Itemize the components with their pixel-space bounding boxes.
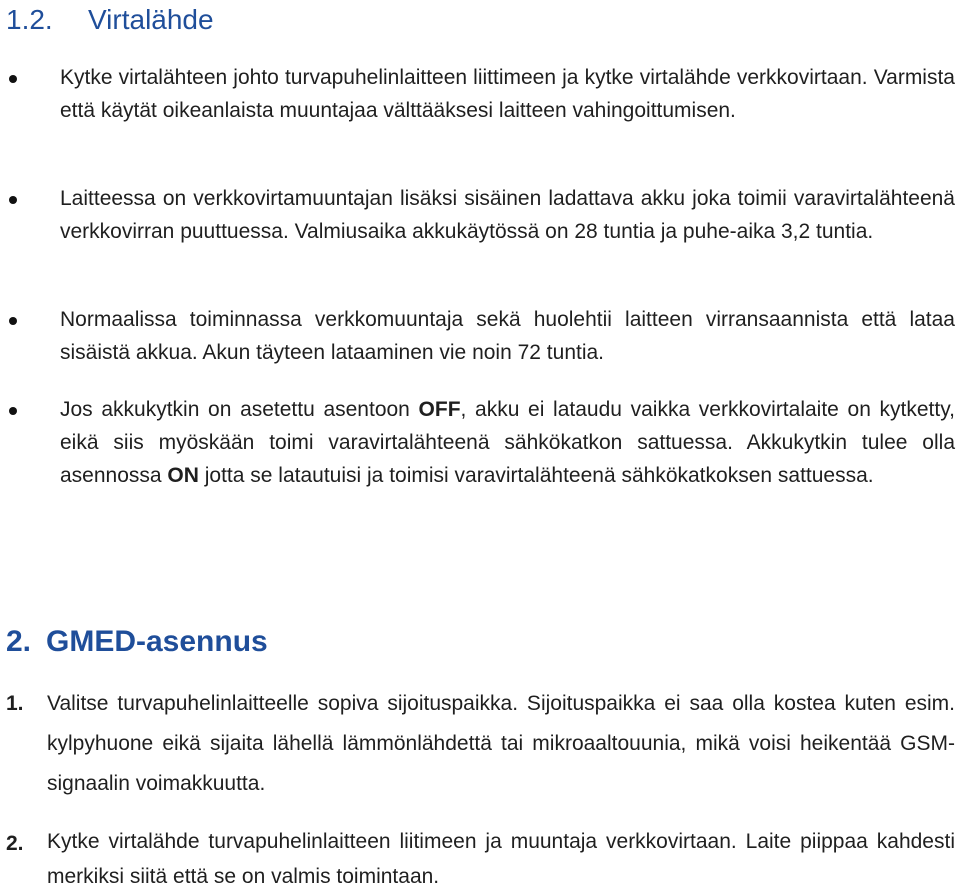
step-text: Kytke virtalähde turvapuhelinlaitteen liitimeen ja muuntaja verkkovirtaan. Laite piippaa kahdesti merkiksi siitä että se on valmis toimintaan. bbox=[47, 830, 955, 888]
bullet-dot-icon bbox=[9, 317, 17, 325]
section-1-2-number: 1.2. bbox=[6, 4, 53, 35]
bullet-dot-icon bbox=[9, 75, 17, 83]
section-1-2-heading bbox=[6, 0, 214, 40]
bullet-text: Laitteessa on verkkovirtamuuntajan lisäksi sisäinen ladattava akku joka toimii varavirtalähteenä verkkovirran puuttuessa. Valmiusaika akkukäytössä on 28 tuntia ja puhe-aika 3,2 tuntia. bbox=[60, 187, 955, 243]
bullet-text-battery-switch bbox=[60, 393, 955, 492]
bullet-dot-icon bbox=[9, 407, 17, 415]
on-label: ON bbox=[167, 464, 199, 487]
step-text: Valitse turvapuhelinlaitteelle sopiva sijoituspaikka. Sijoituspaikka ei saa olla kostea kuten esim. kylpyhuone eikä sijaita lähellä lämmönlähdettä tai mikroaaltouunia, mikä voisi heikentää GSM-signaalin voimakkuutta. bbox=[47, 692, 955, 795]
off-label: OFF bbox=[418, 398, 461, 421]
section-2-title: GMED-asennus bbox=[46, 625, 268, 658]
section-1-2-title: Virtalähde bbox=[88, 4, 214, 35]
bullet-text-part: Jos akkukytkin on asetettu asentoon bbox=[60, 398, 419, 421]
section-2-number: 2. bbox=[6, 625, 32, 658]
step-number: 2. bbox=[6, 832, 24, 855]
bullet-text: Normaalissa toiminnassa verkkomuuntaja sekä huolehtii laitteen virransaannista että lataa sisäistä akkua. Akun täyteen lataaminen vie noin 72 tuntia. bbox=[60, 308, 955, 364]
bullet-text: Kytke virtalähteen johto turvapuhelinlaitteen liittimeen ja kytke virtalähde verkkovirtaan. Varmista että käytät oikeanlaista muuntajaa välttääksesi laitteen vahingoittumisen. bbox=[60, 66, 955, 122]
step-number: 1. bbox=[6, 692, 24, 715]
bullet-text-part: jotta se latautuisi ja toimisi varavirtalähteenä sähkökatkoksen sattuessa. bbox=[198, 464, 874, 487]
bullet-text-part: , akku ei lataudu vaikka verkkovirtalaite on kytketty, eikä siis myöskään toimi varavirtalähteenä sähkökatkon sattuessa. Akkukytkin tulee olla asennossa bbox=[60, 398, 955, 487]
bullet-dot-icon bbox=[9, 196, 17, 204]
section-2-heading bbox=[6, 620, 268, 664]
